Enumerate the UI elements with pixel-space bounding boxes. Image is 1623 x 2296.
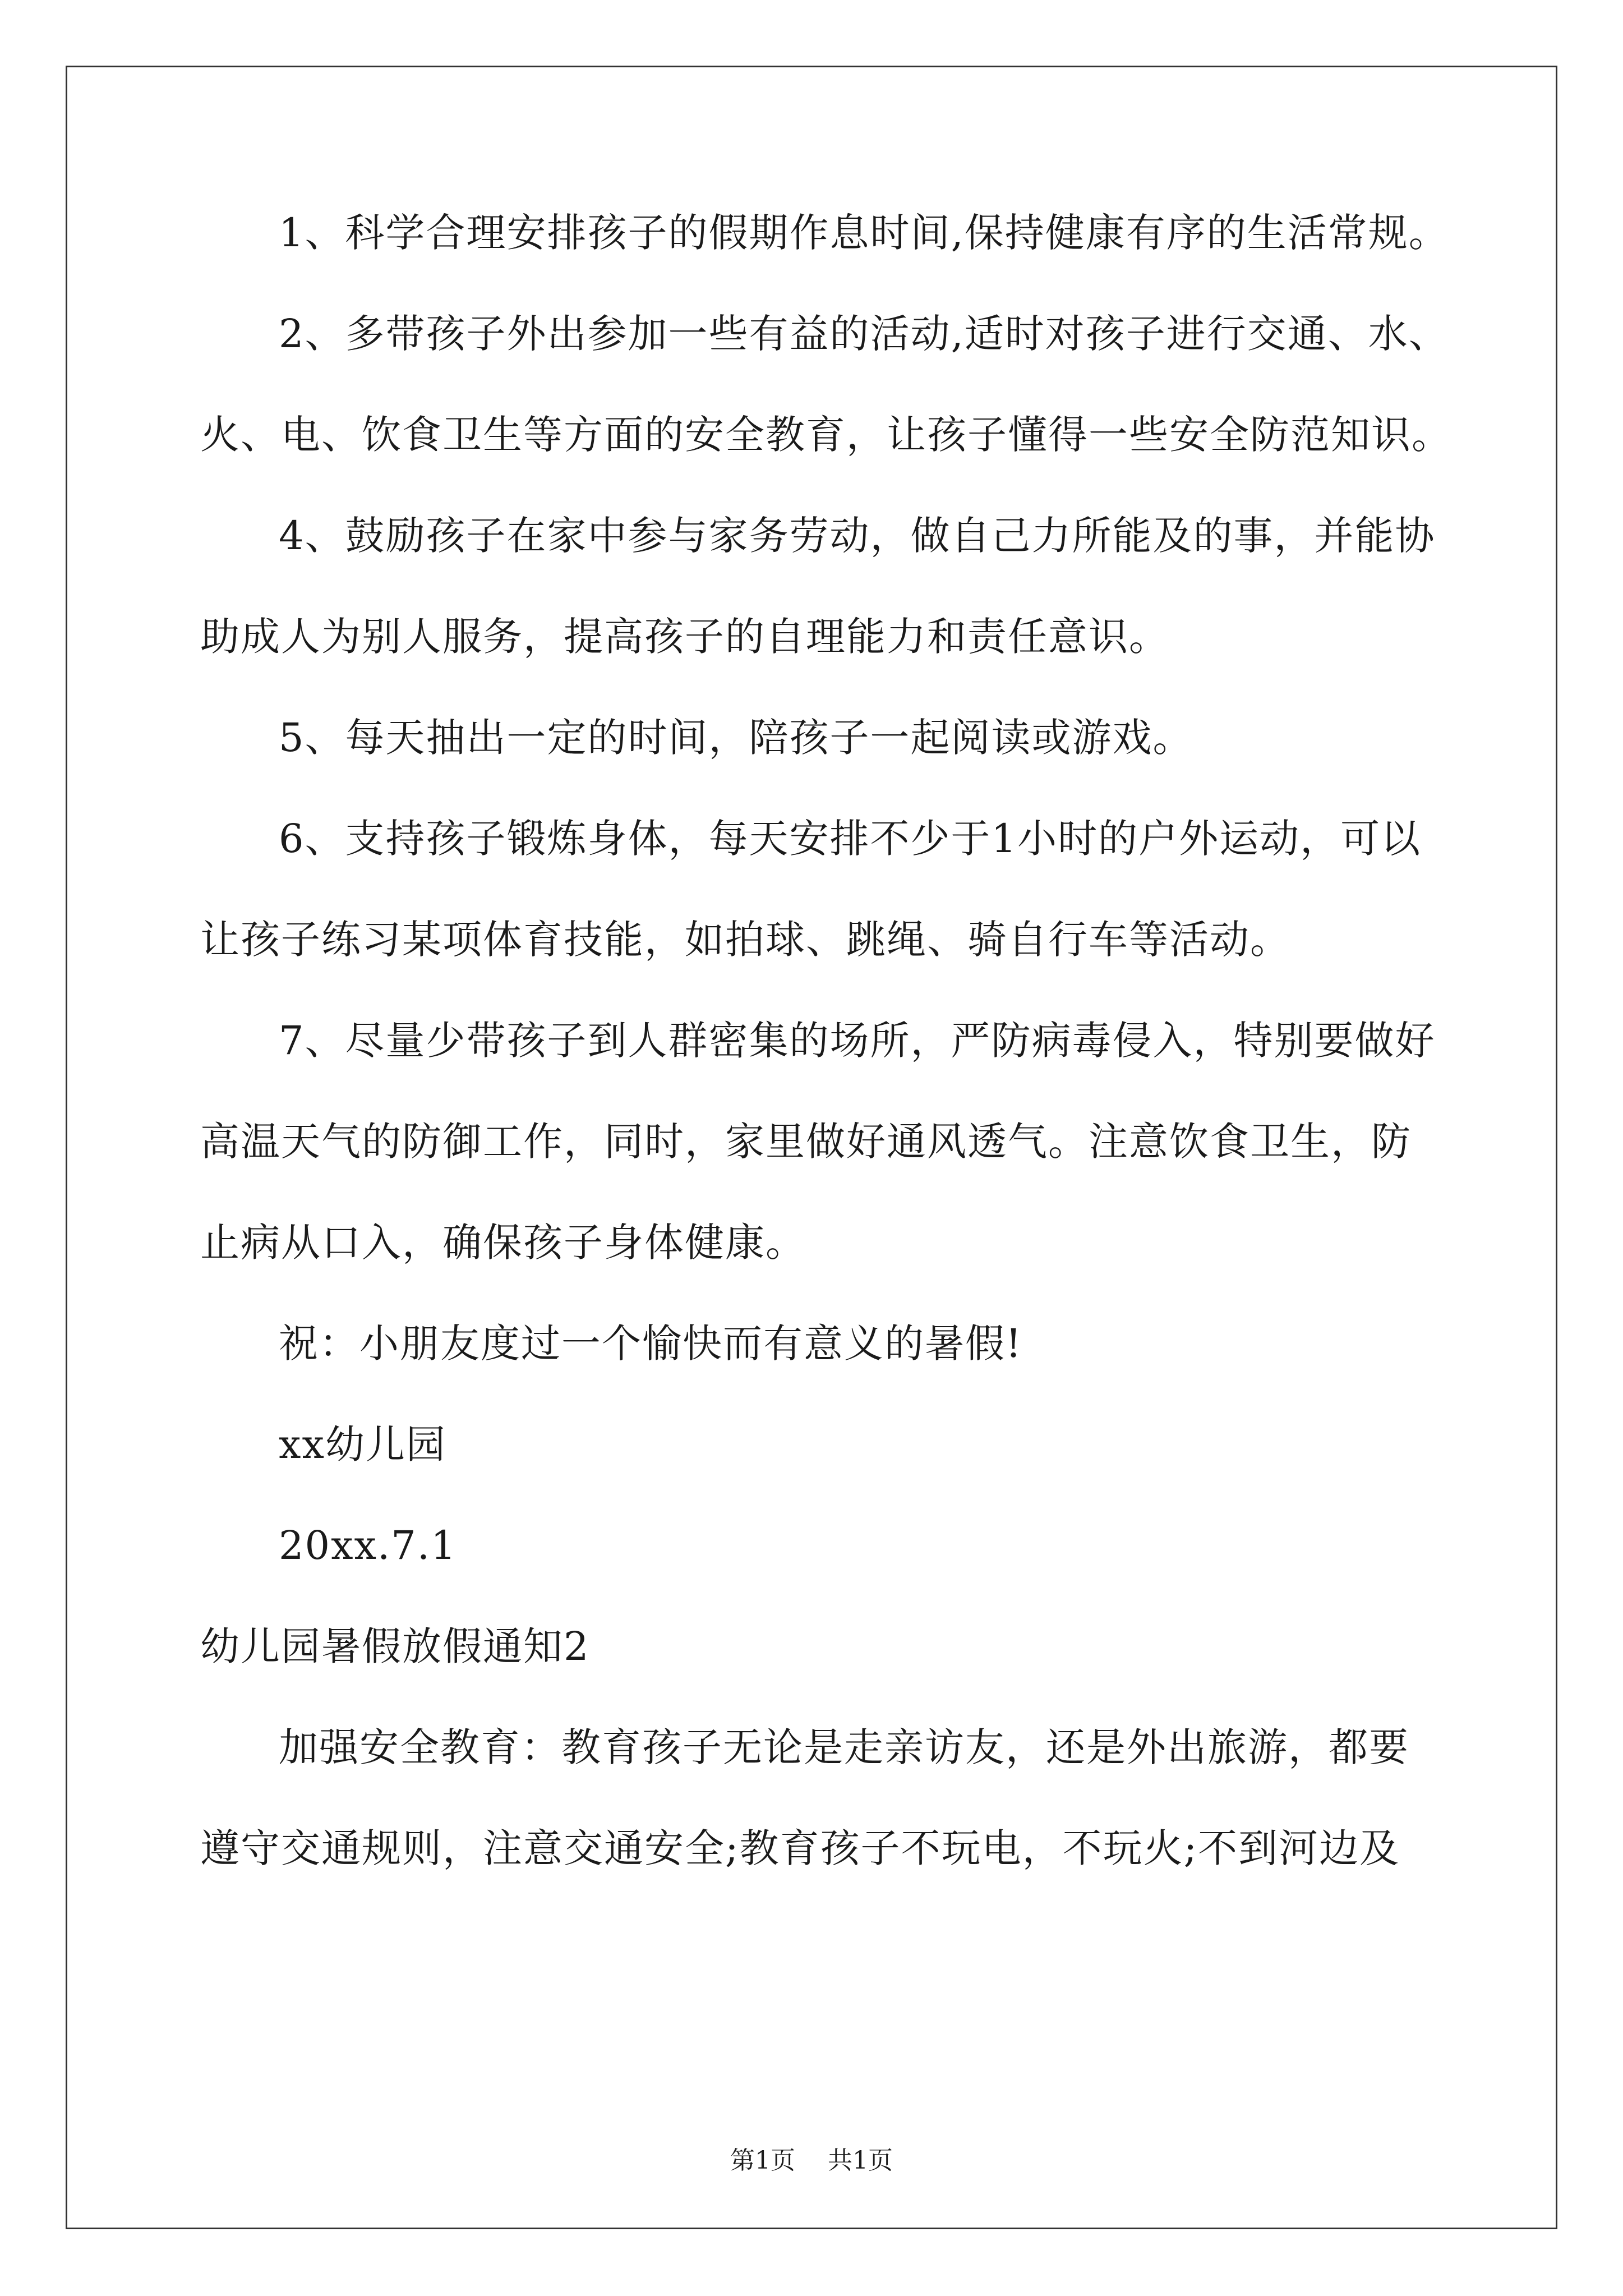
final-paragraph-line-2: 遵守交通规则，注意交通安全;教育孩子不玩电，不玩火;不到河边及 <box>200 1825 1400 1871</box>
paragraph-4-line-1: 5、每天抽出一定的时间，陪孩子一起阅读或游戏。 <box>279 715 1193 761</box>
paragraph-5-line-2: 让孩子练习某项体育技能，如拍球、跳绳、骑自行车等活动。 <box>200 917 1290 963</box>
page-number-total: 共1页 <box>828 2146 893 2175</box>
paragraph-5-line-1: 6、支持孩子锻炼身体，每天安排不少于1小时的户外运动，可以 <box>279 816 1422 862</box>
final-paragraph-line-1: 加强安全教育：教育孩子无论是走亲访友，还是外出旅游，都要 <box>279 1724 1409 1770</box>
paragraph-6-line-1: 7、尽量少带孩子到人群密集的场所，严防病毒侵入，特别要做好 <box>279 1018 1436 1064</box>
signature-org: xx幼儿园 <box>279 1421 446 1467</box>
signature-date: 20xx.7.1 <box>279 1522 457 1568</box>
paragraph-6-line-2: 高温天气的防御工作，同时，家里做好通风透气。注意饮食卫生，防 <box>200 1119 1412 1165</box>
paragraph-1-line-1: 1、科学合理安排孩子的假期作息时间,保持健康有序的生活常规。 <box>279 210 1449 256</box>
paragraph-2-line-2: 火、电、饮食卫生等方面的安全教育，让孩子懂得一些安全防范知识。 <box>200 412 1452 458</box>
paragraph-6-line-3: 止病从口入，确保孩子身体健康。 <box>200 1220 806 1266</box>
paragraph-3-line-2: 助成人为别人服务，提高孩子的自理能力和责任意识。 <box>200 614 1169 660</box>
page-number-current: 第1页 <box>730 2146 795 2175</box>
section-title: 幼儿园暑假放假通知2 <box>200 1623 590 1669</box>
paragraph-3-line-1: 4、鼓励孩子在家中参与家务劳动，做自己力所能及的事，并能协 <box>279 513 1436 559</box>
page-footer <box>0 2140 1623 2176</box>
paragraph-2-line-1: 2、多带孩子外出参加一些有益的活动,适时对孩子进行交通、水、 <box>279 311 1449 357</box>
closing-wish: 祝：小朋友度过一个愉快而有意义的暑假! <box>279 1320 1023 1366</box>
